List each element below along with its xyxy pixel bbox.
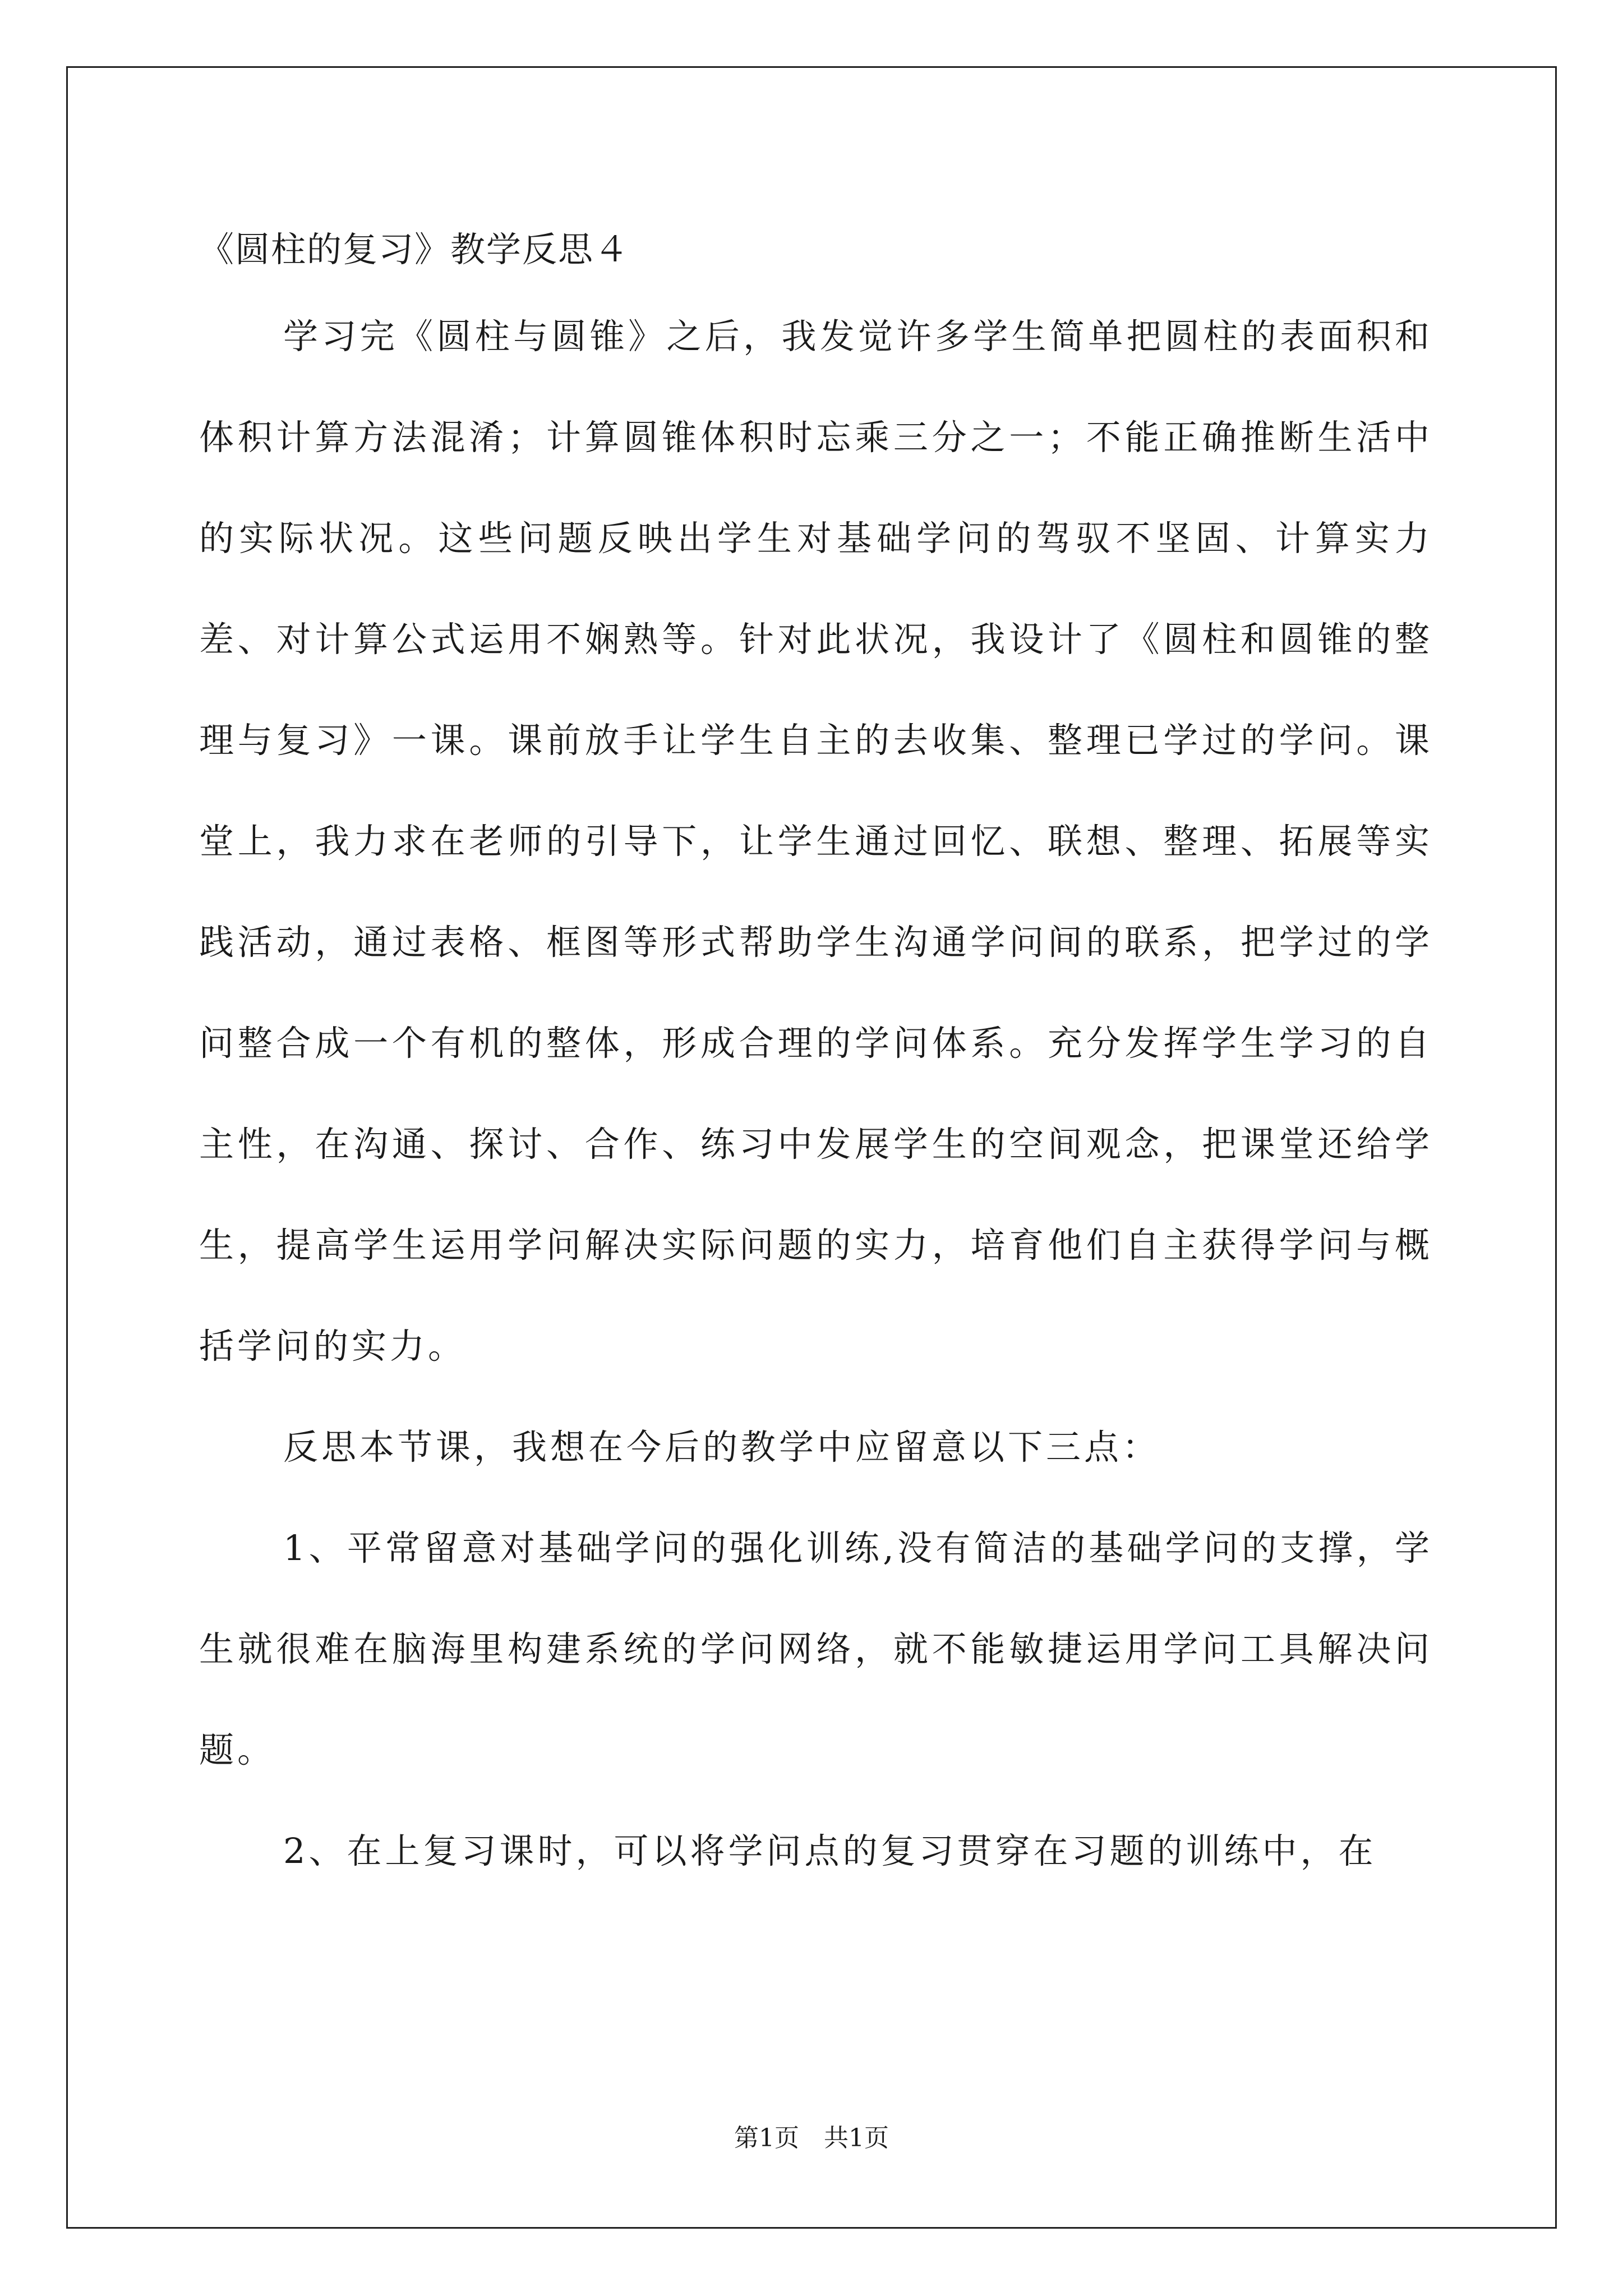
document-title: 《圆柱的复习》教学反思４ bbox=[199, 229, 630, 270]
document-body bbox=[199, 224, 1433, 1902]
paragraph-3: 1、平常留意对基础学问的强化训练,没有简洁的基础学问的支撑，学生就很难在脑海里构建系统的学问网络，就不能敏捷运用学问工具解决问题。 bbox=[199, 1527, 1433, 1770]
page-number-footer: 第1页 共1页 bbox=[734, 2124, 889, 2152]
paragraph-2: 反思本节课，我想在今后的教学中应留意以下三点： bbox=[283, 1427, 1161, 1467]
paragraph-4: 2、在上复习课时，可以将学问点的复习贯穿在习题的训练中，在 bbox=[283, 1830, 1377, 1871]
paragraph-1: 学习完《圆柱与圆锥》之后，我发觉许多学生简单把圆柱的表面积和体积计算方法混淆；计算圆锥体积时忘乘三分之一；不能正确推断生活中的实际状况。这些问题反映出学生对基础学问的驾驭不坚固、计算实力差、对计算公式运用不娴熟等。针对此状况，我设计了《圆柱和圆锥的整理与复习》一课。课前放手让学生自主的去收集、整理已学过的学问。课堂上，我力求在老师的引导下，让学生通过回忆、联想、整理、拓展等实践活动，通过表格、框图等形式帮助学生沟通学问间的联系，把学过的学问整合成一个有机的整体，形成合理的学问体系。充分发挥学生学习的自主性，在沟通、探讨、合作、练习中发展学生的空间观念，把课堂还给学生，提高学生运用学问解决实际问题的实力，培育他们自主获得学问与概括学问的实力。 bbox=[199, 316, 1433, 1366]
